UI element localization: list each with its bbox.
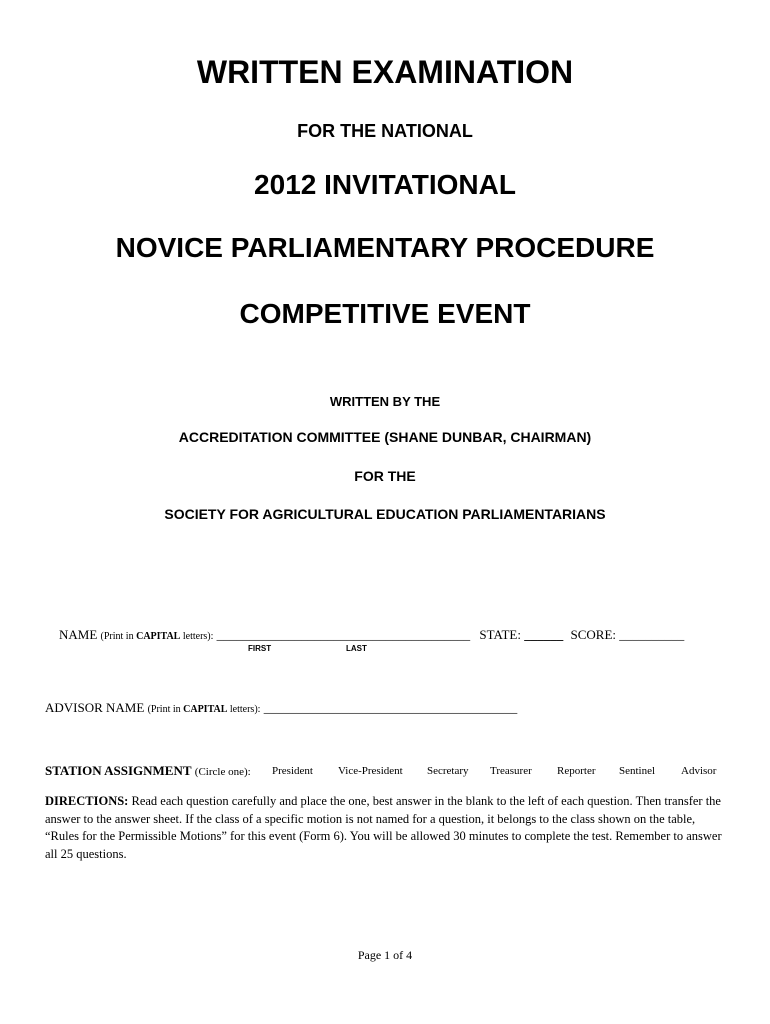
score-input-line[interactable]: __________ [619, 627, 685, 642]
page-title: WRITTEN EXAMINATION [196, 54, 574, 90]
station-option-secretary[interactable]: Secretary [427, 765, 469, 777]
advisor-hint: (Print in CAPITAL letters): [147, 704, 261, 715]
station-assignment-row [45, 763, 251, 779]
society-line: SOCIETY FOR AGRICULTURAL EDUCATION PARLIAMENTARIANS [164, 506, 606, 522]
state-label: STATE: [479, 627, 521, 642]
station-label: STATION ASSIGNMENT [45, 763, 192, 778]
directions-label: DIRECTIONS: [45, 794, 129, 808]
station-option-advisor[interactable]: Advisor [681, 765, 717, 777]
subtitle-event-name: NOVICE PARLIAMENTARY PROCEDURE [115, 232, 655, 263]
for-the-line: FOR THE [354, 468, 416, 484]
station-option-president[interactable]: President [272, 765, 313, 777]
subtitle-competitive-event: COMPETITIVE EVENT [239, 298, 531, 329]
directions-text: Read each question carefully and place the one, best answer in the blank to the left of each question. Then transfer the answer to the answer sheet. If the class of a specific motion is not named for a question, it belongs to the class shown on the table, “Rules for the Permissible Motions” for this event (Form 6). You will be allowed 30 minutes to complete the test. Remember to answer all 25 questions. [45, 794, 722, 861]
advisor-field-row [45, 700, 517, 716]
subtitle-year-invitational: 2012 INVITATIONAL [254, 169, 516, 200]
advisor-input-line[interactable]: _______________________________________ [263, 700, 518, 715]
name-input-line[interactable]: _______________________________________ [216, 627, 471, 642]
advisor-label: ADVISOR NAME [45, 700, 145, 715]
station-option-vice-president[interactable]: Vice-President [338, 765, 403, 777]
written-by-line: WRITTEN BY THE [329, 394, 441, 409]
committee-line: ACCREDITATION COMMITTEE (SHANE DUNBAR, CHAIRMAN) [178, 429, 592, 445]
station-option-sentinel[interactable]: Sentinel [619, 765, 656, 777]
state-input-line[interactable]: ______ [524, 627, 564, 642]
last-name-caption: LAST [346, 644, 367, 653]
station-hint: (Circle one): [194, 766, 251, 778]
name-label: NAME [59, 627, 98, 642]
name-field-row [59, 627, 684, 643]
subtitle-for-the-national: FOR THE NATIONAL [297, 121, 473, 141]
directions-paragraph [45, 793, 730, 863]
name-hint: (Print in CAPITAL letters): [100, 631, 214, 642]
station-option-reporter[interactable]: Reporter [557, 765, 596, 777]
score-label: SCORE: [570, 627, 616, 642]
page-number: Page 1 of 4 [357, 948, 413, 962]
station-option-treasurer[interactable]: Treasurer [490, 765, 532, 777]
first-name-caption: FIRST [248, 644, 272, 653]
